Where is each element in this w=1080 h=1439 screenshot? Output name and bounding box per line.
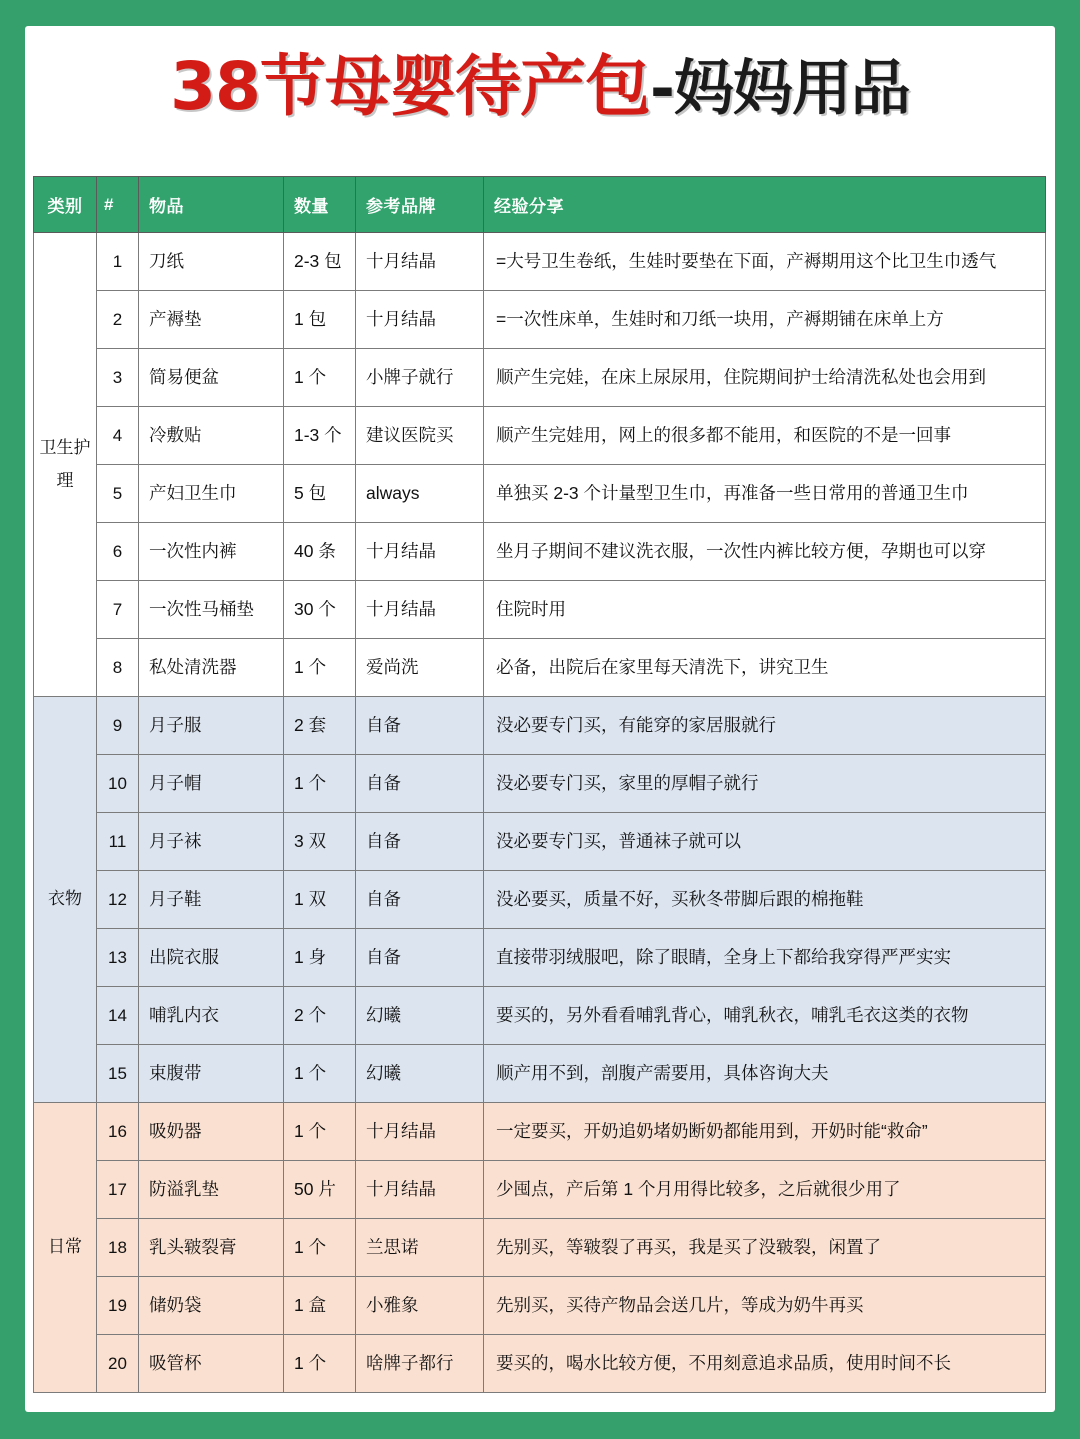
table-row [34, 1219, 1046, 1277]
item-name: 简易便盆 [139, 349, 284, 407]
item-quantity: 1 盒 [284, 1277, 356, 1335]
page-title [25, 48, 1055, 125]
item-quantity: 1 个 [284, 639, 356, 697]
item-note: 少囤点，产后第 1 个月用得比较多，之后就很少用了 [484, 1161, 1046, 1219]
table-row [34, 987, 1046, 1045]
checklist-table [33, 176, 1046, 1393]
row-number: 10 [97, 755, 139, 813]
item-name: 防溢乳垫 [139, 1161, 284, 1219]
item-quantity: 1 双 [284, 871, 356, 929]
table-row [34, 1335, 1046, 1393]
table-row [34, 581, 1046, 639]
table-row [34, 1045, 1046, 1103]
row-number: 11 [97, 813, 139, 871]
table-row [34, 929, 1046, 987]
row-number: 4 [97, 407, 139, 465]
row-number: 13 [97, 929, 139, 987]
item-brand: 兰思诺 [356, 1219, 484, 1277]
item-note: 坐月子期间不建议洗衣服，一次性内裤比较方便，孕期也可以穿 [484, 523, 1046, 581]
item-name: 束腹带 [139, 1045, 284, 1103]
column-header-number: # [97, 177, 139, 233]
table-row [34, 1161, 1046, 1219]
item-brand: 幻曦 [356, 987, 484, 1045]
row-number: 9 [97, 697, 139, 755]
item-note: 要买的，另外看看哺乳背心，哺乳秋衣，哺乳毛衣这类的衣物 [484, 987, 1046, 1045]
item-quantity: 1 个 [284, 349, 356, 407]
item-brand: 十月结晶 [356, 1103, 484, 1161]
item-brand: 十月结晶 [356, 523, 484, 581]
table-header-row [34, 177, 1046, 233]
item-brand: 自备 [356, 813, 484, 871]
item-name: 哺乳内衣 [139, 987, 284, 1045]
row-number: 1 [97, 233, 139, 291]
table-header [34, 177, 1046, 233]
row-number: 17 [97, 1161, 139, 1219]
item-note: 顺产生完娃，在床上尿尿用，住院期间护士给清洗私处也会用到 [484, 349, 1046, 407]
item-quantity: 50 片 [284, 1161, 356, 1219]
row-number: 3 [97, 349, 139, 407]
category-cell-daily: 日常 [34, 1103, 97, 1393]
item-name: 私处清洗器 [139, 639, 284, 697]
item-quantity: 1 个 [284, 1103, 356, 1161]
checklist-table-wrapper [33, 176, 1046, 1393]
item-note: 顺产用不到，剖腹产需要用，具体咨询大夫 [484, 1045, 1046, 1103]
item-brand: 建议医院买 [356, 407, 484, 465]
item-note: =一次性床单，生娃时和刀纸一块用，产褥期铺在床单上方 [484, 291, 1046, 349]
item-note: 没必要专门买，普通袜子就可以 [484, 813, 1046, 871]
column-header-category: 类别 [34, 177, 97, 233]
table-row [34, 233, 1046, 291]
item-note: 必备，出院后在家里每天清洗下，讲究卫生 [484, 639, 1046, 697]
table-row [34, 349, 1046, 407]
item-name: 冷敷贴 [139, 407, 284, 465]
content-sheet [25, 26, 1055, 1412]
item-name: 乳头皲裂膏 [139, 1219, 284, 1277]
item-quantity: 2 个 [284, 987, 356, 1045]
item-note: 顺产生完娃用，网上的很多都不能用，和医院的不是一回事 [484, 407, 1046, 465]
row-number: 20 [97, 1335, 139, 1393]
table-row [34, 813, 1046, 871]
table-row [34, 407, 1046, 465]
category-cell-clothing: 衣物 [34, 697, 97, 1103]
column-header-brand: 参考品牌 [356, 177, 484, 233]
item-name: 一次性马桶垫 [139, 581, 284, 639]
item-name: 吸管杯 [139, 1335, 284, 1393]
item-note: 单独买 2-3 个计量型卫生巾，再准备一些日常用的普通卫生巾 [484, 465, 1046, 523]
item-quantity: 3 双 [284, 813, 356, 871]
table-body [34, 233, 1046, 1393]
row-number: 15 [97, 1045, 139, 1103]
item-brand: 十月结晶 [356, 581, 484, 639]
item-brand: 小牌子就行 [356, 349, 484, 407]
row-number: 8 [97, 639, 139, 697]
item-note: =大号卫生卷纸，生娃时要垫在下面，产褥期用这个比卫生巾透气 [484, 233, 1046, 291]
item-name: 吸奶器 [139, 1103, 284, 1161]
item-quantity: 2-3 包 [284, 233, 356, 291]
row-number: 5 [97, 465, 139, 523]
table-row [34, 523, 1046, 581]
item-name: 一次性内裤 [139, 523, 284, 581]
table-row [34, 755, 1046, 813]
item-brand: 自备 [356, 755, 484, 813]
item-note: 先别买，买待产物品会送几片，等成为奶牛再买 [484, 1277, 1046, 1335]
category-cell-hygiene: 卫生护理 [34, 233, 97, 697]
row-number: 7 [97, 581, 139, 639]
row-number: 2 [97, 291, 139, 349]
item-note: 住院时用 [484, 581, 1046, 639]
item-name: 产褥垫 [139, 291, 284, 349]
column-header-note: 经验分享 [484, 177, 1046, 233]
item-brand: 十月结晶 [356, 291, 484, 349]
table-row [34, 291, 1046, 349]
table-row [34, 1103, 1046, 1161]
item-name: 出院衣服 [139, 929, 284, 987]
item-quantity: 1 个 [284, 755, 356, 813]
table-row [34, 697, 1046, 755]
item-brand: 自备 [356, 697, 484, 755]
item-note: 没必要专门买，有能穿的家居服就行 [484, 697, 1046, 755]
column-header-item: 物品 [139, 177, 284, 233]
row-number: 16 [97, 1103, 139, 1161]
item-note: 先别买，等皲裂了再买，我是买了没皲裂，闲置了 [484, 1219, 1046, 1277]
page-title-suffix: -妈妈用品 [649, 54, 910, 124]
item-quantity: 30 个 [284, 581, 356, 639]
table-row [34, 871, 1046, 929]
item-quantity: 40 条 [284, 523, 356, 581]
item-name: 月子袜 [139, 813, 284, 871]
item-note: 要买的，喝水比较方便，不用刻意追求品质，使用时间不长 [484, 1335, 1046, 1393]
item-brand: 小雅象 [356, 1277, 484, 1335]
item-name: 储奶袋 [139, 1277, 284, 1335]
item-name: 月子帽 [139, 755, 284, 813]
row-number: 18 [97, 1219, 139, 1277]
item-brand: 十月结晶 [356, 233, 484, 291]
item-name: 月子鞋 [139, 871, 284, 929]
item-brand: 十月结晶 [356, 1161, 484, 1219]
table-row [34, 465, 1046, 523]
item-name: 月子服 [139, 697, 284, 755]
table-row [34, 639, 1046, 697]
item-brand: always [356, 465, 484, 523]
row-number: 19 [97, 1277, 139, 1335]
item-quantity: 1 身 [284, 929, 356, 987]
item-brand: 幻曦 [356, 1045, 484, 1103]
item-note: 一定要买，开奶追奶堵奶断奶都能用到，开奶时能“救命” [484, 1103, 1046, 1161]
item-note: 没必要买，质量不好，买秋冬带脚后跟的棉拖鞋 [484, 871, 1046, 929]
item-quantity: 1-3 个 [284, 407, 356, 465]
item-note: 没必要专门买，家里的厚帽子就行 [484, 755, 1046, 813]
item-quantity: 2 套 [284, 697, 356, 755]
item-name: 产妇卫生巾 [139, 465, 284, 523]
row-number: 12 [97, 871, 139, 929]
item-brand: 自备 [356, 871, 484, 929]
row-number: 6 [97, 523, 139, 581]
table-row [34, 1277, 1046, 1335]
item-brand: 爱尚洗 [356, 639, 484, 697]
column-header-qty: 数量 [284, 177, 356, 233]
item-name: 刀纸 [139, 233, 284, 291]
page-title-main: 38节母婴待产包 [170, 48, 650, 125]
item-quantity: 1 个 [284, 1219, 356, 1277]
item-brand: 自备 [356, 929, 484, 987]
item-quantity: 5 包 [284, 465, 356, 523]
item-quantity: 1 个 [284, 1045, 356, 1103]
row-number: 14 [97, 987, 139, 1045]
item-note: 直接带羽绒服吧，除了眼睛，全身上下都给我穿得严严实实 [484, 929, 1046, 987]
item-quantity: 1 个 [284, 1335, 356, 1393]
item-brand: 啥牌子都行 [356, 1335, 484, 1393]
item-quantity: 1 包 [284, 291, 356, 349]
